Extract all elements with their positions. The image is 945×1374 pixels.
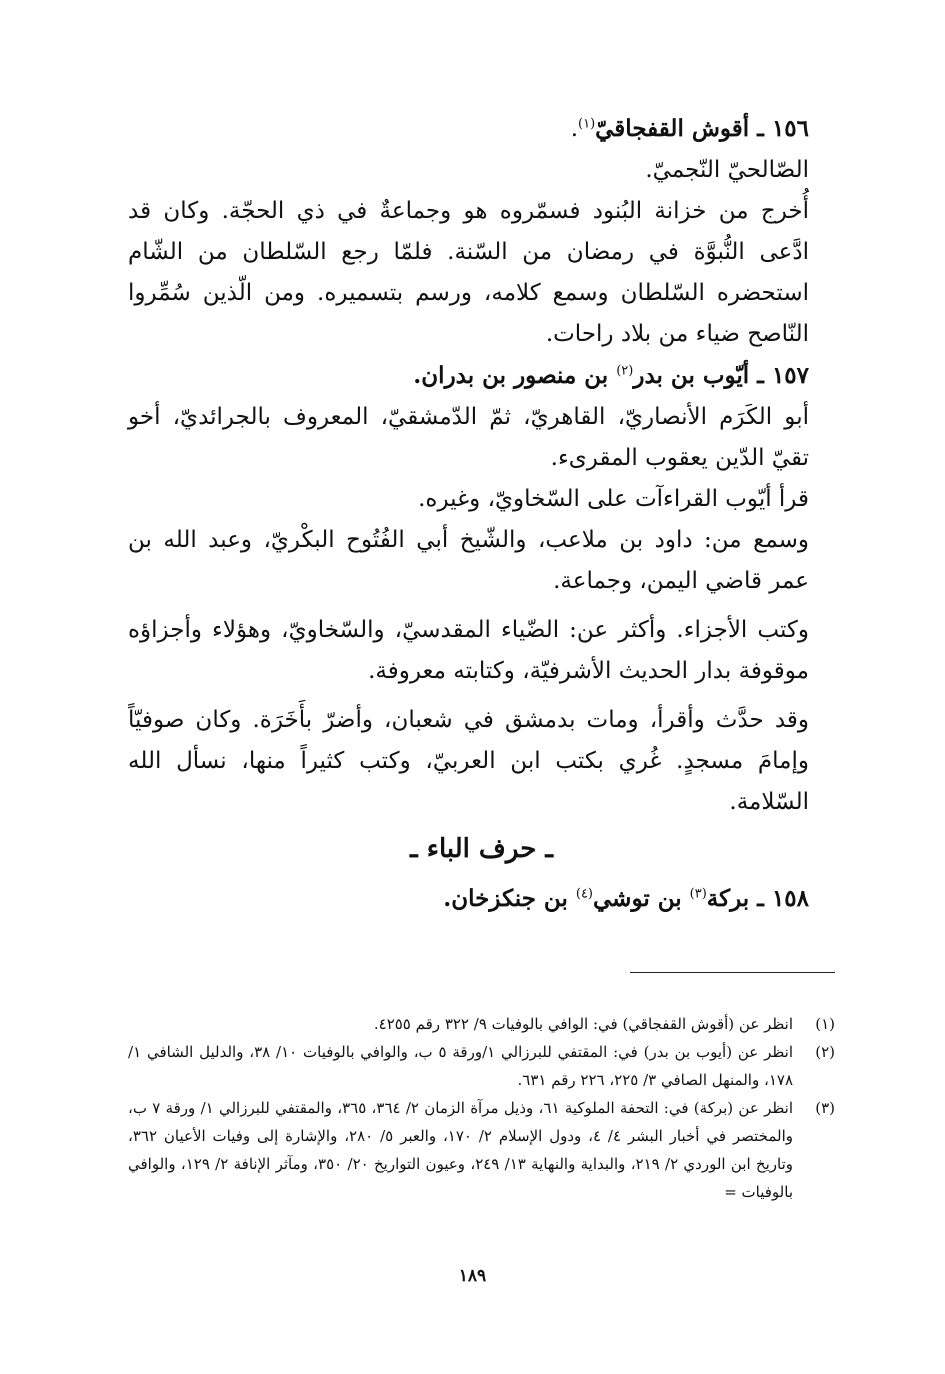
entry-158-name: ١٥٨ ـ بركة	[706, 885, 809, 912]
footnotes	[128, 1010, 835, 1206]
footnote-2	[128, 1038, 835, 1094]
entry-157-para-3: وسمع من: داود بن ملاعب، والشّيخ أبي الفُتُوح البكْريّ، وعبد الله بن عمر قاضي اليمن، وجماعة.	[128, 527, 809, 594]
footnote-ref-1: (١)	[578, 116, 596, 132]
entry-157-title-end: بن منصور بن بدران.	[413, 362, 617, 389]
entry-156-title-end: .	[570, 116, 578, 142]
footnote-number: (١)	[815, 1015, 835, 1033]
footnote-divider	[630, 972, 835, 973]
footnote-ref-4: (٤)	[575, 886, 593, 902]
entry-158-title-end: بن جنكزخان.	[443, 885, 576, 912]
entry-156-para-2: أُخرج من خزانة البُنود فسمّروه هو وجماعةٌ في ذي الحجّة. وكان قد ادَّعى النُّبوَّة في رمضان من السّنة. فلمّا رجع السّلطان من الشّام استحضره السّلطان وسمع كلامه، ورسم بتسميره. ومن الّذين سُمِّروا النّاصح ضياء من بلاد راحات.	[128, 198, 809, 347]
entry-157-para-2: قرأ أيّوب القراءآت على السّخاويّ، وغيره.	[418, 486, 809, 512]
footnote-3	[128, 1094, 835, 1206]
footnote-1	[128, 1010, 835, 1038]
entry-158-mid: بن توشي	[593, 885, 690, 912]
footnote-number: (٢)	[815, 1043, 835, 1061]
entry-157-para-1: أبو الكَرَم الأنصاريّ، القاهريّ، ثمّ الدّمشقيّ، المعروف بالجرائديّ، أخو تقيّ الدّين يعقوب المقرىء.	[128, 404, 809, 471]
footnote-text: انظر عن (بركة) في: التحفة الملوكية ٦١، وذيل مرآة الزمان ٢/ ٣٦٤، ٣٦٥، والمقتفي للبرزالي ١/ ورقة ٧ ب، والمختصر في أخبار البشر ٤/ ٤، ودول الإسلام ٢/ ١٧٠، والعبر ٥/ ٢٨٠، والإشارة إلى وفيات الأعيان ٣٦٢، وتاريخ ابن الوردي ٢/ ٢١٩، والبداية والنهاية ١٣/ ٢٤٩، وعيون التواريخ ٢٠/ ٣٥٠، ومآثر الإنافة ٢/ ١٢٩، والوافي بالوفيات =	[128, 1099, 794, 1201]
footnote-ref-3: (٣)	[689, 886, 707, 902]
main-text	[128, 108, 835, 920]
entry-156-title	[128, 108, 835, 150]
entry-157-para-4: وكتب الأجزاء. وأكثر عن: الضّياء المقدسيّ، والسّخاويّ، وهؤلاء وأجزاؤه موقوفة بدار الحديث الأشرفيّة، وكتابته معروفة.	[128, 617, 809, 684]
entry-156-name: ١٥٦ ـ أقوش القفجاقيّ	[595, 115, 809, 142]
page-number: ١٨٩	[458, 1266, 487, 1286]
footnote-number: (٣)	[815, 1099, 835, 1117]
footnote-text: انظر عن (أيوب بن بدر) في: المقتفي للبرزالي ١/ورقة ٥ ب، والوافي بالوفيات ١٠/ ٣٨، والدليل الشافي ١/ ١٧٨، والمنهل الصافي ٣/ ٢٢٥، ٢٢٦ رقم ٦٣١.	[128, 1043, 793, 1089]
footnote-ref-2: (٢)	[616, 363, 634, 379]
footnote-text: انظر عن (أقوش القفجاقي) في: الوافي بالوفيات ٩/ ٣٢٢ رقم ٤٢٥٥.	[373, 1015, 793, 1033]
entry-157-name: ١٥٧ ـ أيّوب بن بدر	[633, 362, 809, 389]
section-heading: ـ حرف الباء ـ	[410, 834, 553, 864]
entry-157-title	[128, 355, 835, 397]
entry-156-para-1: الصّالحيّ النّجميّ.	[645, 157, 809, 183]
entry-158-title	[128, 878, 835, 920]
entry-157-para-5: وقد حدَّث وأقرأ، ومات بدمشق في شعبان، وأضرّ بأَخَرَة. وكان صوفيّاً وإمامَ مسجدٍ. غُري بكتب ابن العربيّ، وكتب كثيراً منها، نسأل الله السّلامة.	[128, 707, 809, 815]
